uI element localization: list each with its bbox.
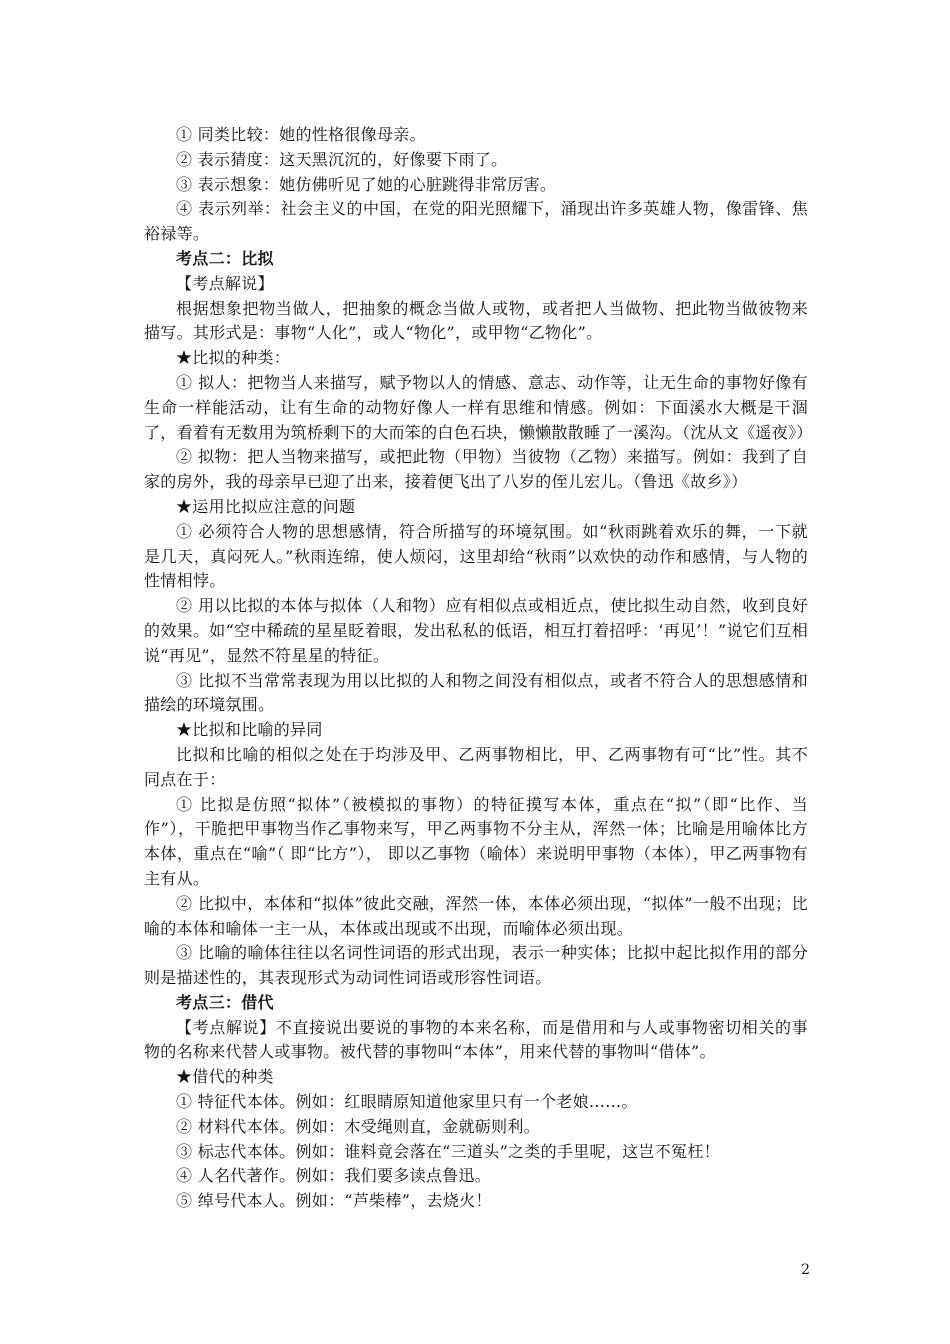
paragraph-personification-definition: 根据想象把物当做人，把抽象的概念当做人或物，或者把人当做物、把此物当做彼物来描写。其形式是：事物“人化”，或人“物化”，或甲物“乙物化”。 xyxy=(144,298,808,343)
section-heading-metonymy: 考点三：借代 xyxy=(176,992,274,1012)
subheading-personification-types: ★比拟的种类： xyxy=(176,348,291,368)
paragraph-caution-3: ③ 比拟不当常常表现为用以比拟的人和物之间没有相似点，或者不符合人的思想感情和描绘的环境氛围。 xyxy=(144,670,808,715)
paragraph-caution-1: ① 必须符合人物的思想感情，符合所描写的环境氛围。如“秋雨跳着欢乐的舞，一下就是几天，真闷死人。”秋雨连绵，使人烦闷，这里却给“秋雨”以欢快的动作和感情，与人物的性情相悖。 xyxy=(144,521,808,591)
section-heading-personification: 考点二：比拟 xyxy=(176,248,274,268)
paragraph-metonymy-symbol: ③ 标志代本体。例如：谁料竟会落在“三道头”之类的手里呢，这岂不冤枉！ xyxy=(176,1141,720,1161)
subheading-personification-cautions: ★运用比拟应注意的问题 xyxy=(176,496,356,516)
paragraph-metonymy-definition: 【考点解说】不直接说出要说的事物的本来名称，而是借用和与人或事物密切相关的事物的名称来代替人或事物。被代替的事物叫“本体”，用来代替的事物叫“借体”。 xyxy=(144,1017,808,1062)
document-body xyxy=(144,123,813,1214)
paragraph-metonymy-nickname: ⑤ 绰号代本人。例如：“芦柴棒”，去烧火！ xyxy=(176,1191,492,1211)
subheading-metonymy-types: ★借代的种类 xyxy=(176,1067,274,1087)
paragraph-difference-3: ③ 比喻的喻体往往以名词性词语的形式出现，表示一种实体；比拟中起比拟作用的部分则是描述性的，其表现形式为动词性词语或形容性词语。 xyxy=(144,943,808,988)
paragraph-enumeration: ④ 表示列举：社会主义的中国，在党的阳光照耀下，涌现出许多英雄人物，像雷锋、焦裕禄等。 xyxy=(144,199,808,244)
subheading-explanation: 【考点解说】 xyxy=(176,273,274,293)
paragraph-metonymy-author: ④ 人名代著作。例如：我们要多读点鲁迅。 xyxy=(176,1166,492,1186)
paragraph-metonymy-feature: ① 特征代本体。例如：红眼睛原知道他家里只有一个老娘……。 xyxy=(176,1092,638,1112)
paragraph-caution-2: ② 用以比拟的本体与拟体（人和物）应有相似点或相近点，使比拟生动自然，收到良好的效果。如“空中稀疏的星星眨着眼，发出私私的低语，相互打着招呼：‘再见’！”说它们互相说“再见”，显然不符星星的特征。 xyxy=(144,596,808,665)
paragraph-comparison-intro: 比拟和比喻的相似之处在于均涉及甲、乙两事物相比，甲、乙两事物有可“比”性。其不同点在于： xyxy=(144,744,808,789)
paragraph-anthropomorphism: ① 拟人：把物当人来描写，赋予物以人的情感、意志、动作等，让无生命的事物好像有生命一样能活动，让有生命的动物好像人一样有思维和情感。例如：下面溪水大概是干涸了，看着有无数用为筑桥剩下的大而笨的白色石块，懒懒散散睡了一溪沟。（沈从文《遥夜》） xyxy=(144,372,813,442)
paragraph-imagination: ③ 表示想象：她仿佛听见了她的心脏跳得非常厉害。 xyxy=(176,174,557,194)
paragraph-metonymy-material: ② 材料代本体。例如：木受绳则直，金就砺则利。 xyxy=(176,1116,540,1136)
paragraph-similar-comparison: ① 同类比较：她的性格很像母亲。 xyxy=(176,125,426,144)
page-number: 2 xyxy=(801,1262,810,1278)
paragraph-difference-1: ① 比拟是仿照“拟体”（被模拟的事物）的特征摸写本体，重点在“拟”（即“比作、当作”），干脆把甲事物当作乙事物来写，甲乙两事物不分主从，浑然一体；比喻是用喻体比方本体，重点在“喻”（ 即“比方”）， 即以乙事物（喻体）来说明甲事物（本体），甲乙两事物有主有从。 xyxy=(144,794,808,888)
subheading-comparison-differences: ★比拟和比喻的异同 xyxy=(176,720,323,740)
paragraph-objectification: ② 拟物：把人当物来描写，或把此物（甲物）当彼物（乙物）来描写。例如：我到了自家的房外，我的母亲早已迎了出来，接着便飞出了八岁的侄儿宏儿。（鲁迅《故乡》） xyxy=(144,447,808,492)
paragraph-guess: ② 表示猜度：这天黑沉沉的，好像要下雨了。 xyxy=(176,149,508,169)
paragraph-difference-2: ② 比拟中，本体和“拟体”彼此交融，浑然一体，本体必须出现，“拟体”一般不出现；比喻的本体和喻体一主一从，本体或出现或不出现，而喻体必须出现。 xyxy=(144,893,808,938)
